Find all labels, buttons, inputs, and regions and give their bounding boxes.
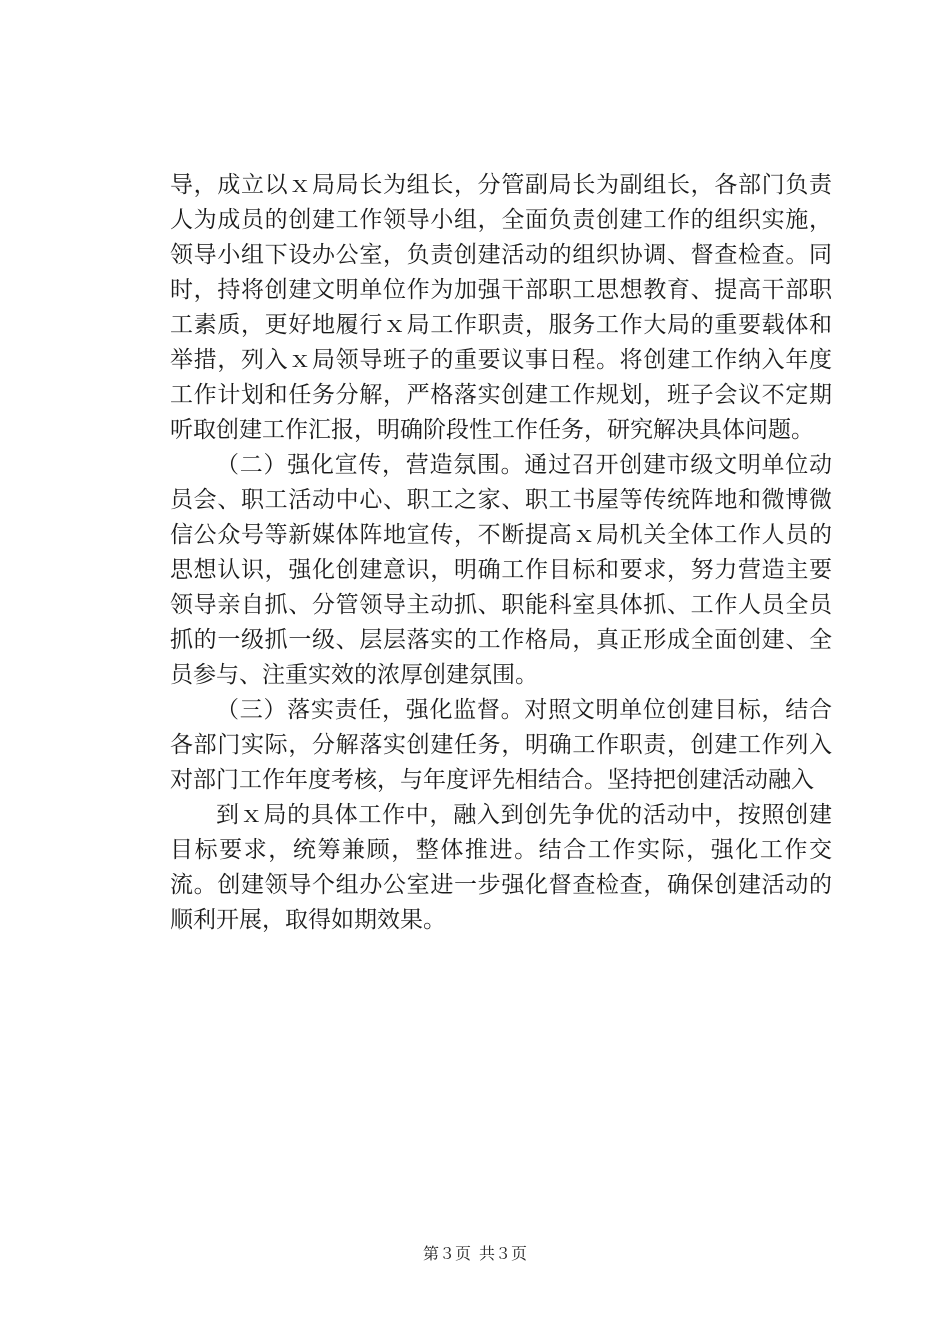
paragraph-2: （二）强化宣传，营造氛围。通过召开创建市级文明单位动员会、职工活动中心、职工之家、职工书屋等传统阵地和微博微信公众号等新媒体阵地宣传，不断提高ｘ局机关全体工作人员的思想认识，强化创建意识，明确工作目标和要求，努力营造主要领导亲自抓、分管领导主动抓、职能科室具体抓、工作人员全员抓的一级抓一级、层层落实的工作格局，真正形成全面创建、全员参与、注重实效的浓厚创建氛围。	[170, 452, 832, 688]
paragraph-4: 到ｘ局的具体工作中，融入到创先争优的活动中，按照创建目标要求，统筹兼顾，整体推进。结合工作实际，强化工作交流。创建领导个组办公室进一步强化督查检查，确保创建活动的顺利开展，取得如期效果。	[170, 802, 832, 933]
page-number: 第３页	[422, 1244, 471, 1263]
paragraph-3: （三）落实责任，强化监督。对照文明单位创建目标，结合各部门实际，分解落实创建任务，明确工作职责，创建工作列入对部门工作年度考核，与年度评先相结合。坚持把创建活动融入	[170, 697, 832, 793]
page-footer	[0, 1244, 950, 1264]
paragraph-1: 导，成立以ｘ局局长为组长，分管副局长为副组长，各部门负责人为成员的创建工作领导小组，全面负责创建工作的组织实施，领导小组下设办公室，负责创建活动的组织协调、督查检查。同时，持将创建文明单位作为加强干部职工思想教育、提高干部职工素质，更好地履行ｘ局工作职责，服务工作大局的重要载体和举措，列入ｘ局领导班子的重要议事日程。将创建工作纳入年度工作计划和任务分解，严格落实创建工作规划，班子会议不定期听取创建工作汇报，明确阶段性工作任务，研究解决具体问题。	[170, 172, 832, 443]
page-total: 共３页	[479, 1244, 528, 1263]
document-body	[170, 168, 832, 938]
